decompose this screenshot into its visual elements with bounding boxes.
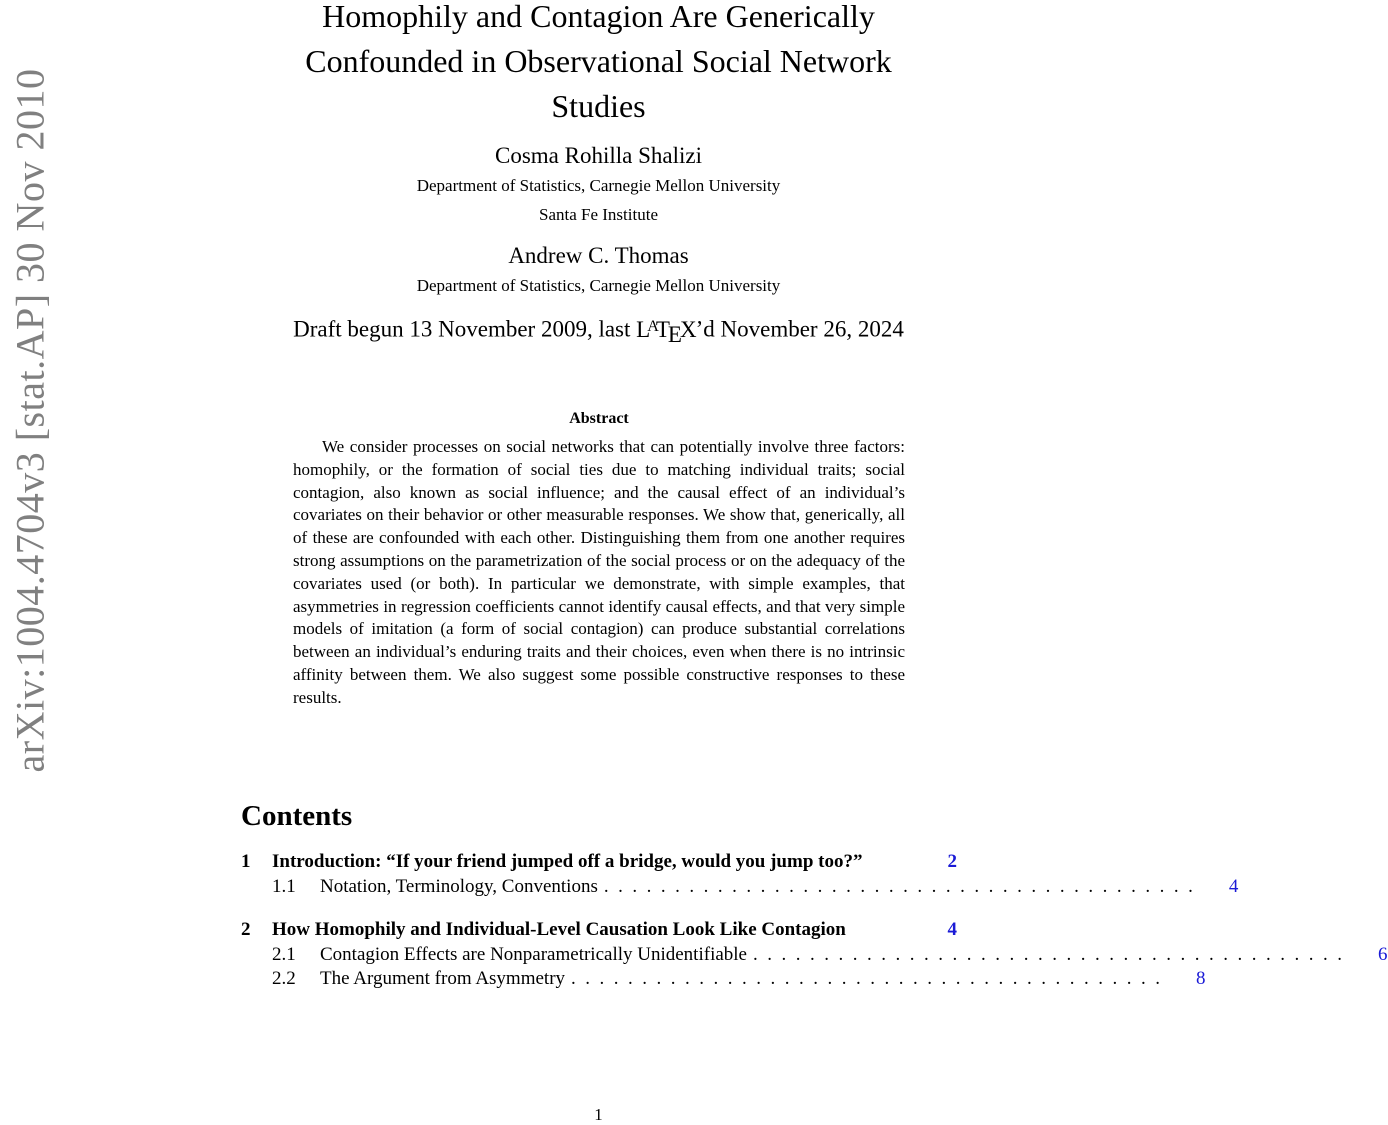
draft-date-prefix: Draft begun 13 November 2009, last xyxy=(293,316,637,342)
toc-page-link[interactable]: 6 xyxy=(1378,943,1388,965)
toc-subsection-number: 1.1 xyxy=(272,875,296,897)
paper-title: Homophily and Contagion Are Generically Confounded in Observational Social Network Studies xyxy=(305,0,892,124)
latex-logo: $L^AT_EX$ xyxy=(636,316,696,348)
toc-subsection-title[interactable]: Contagion Effects are Nonparametrically Unidentifiable xyxy=(320,943,747,965)
toc-page-link[interactable]: 2 xyxy=(947,851,957,872)
toc-section-title[interactable]: Introduction: “If your friend jumped off a bridge, would you jump too?” xyxy=(272,851,863,872)
toc-page-link[interactable]: 8 xyxy=(1196,968,1206,989)
draft-date xyxy=(240,312,957,350)
author-name: Andrew C. Thomas xyxy=(508,243,689,268)
toc-subsection-number: 2.1 xyxy=(272,943,296,965)
abstract-heading: Abstract xyxy=(569,410,629,427)
author-affiliation: Department of Statistics, Carnegie Mellon University xyxy=(416,276,781,295)
table-of-contents xyxy=(241,796,1388,992)
toc-page-link[interactable]: 4 xyxy=(947,919,957,940)
toc-page-link[interactable]: 4 xyxy=(1228,875,1239,897)
page-number: 1 xyxy=(594,1105,603,1124)
contents-heading: Contents xyxy=(241,800,353,832)
abstract-text: We consider processes on social networks that can potentially involve three factors: homophily, or the formation of social ties due to matching individual traits; social contagion, also known as social influence; and the causal effect of an individual’s covariates on their behavior or other measurable responses. We show that, generically, all of these are confounded with each other. Distinguishing them from one another requires strong assumptions on the parametrization of the social process or on the adequacy of the covariates used (or both). In particular we demonstrate, with simple examples, that asymmetries in regression coefficients cannot identify causal effects, and that very simple models of imitation (a form of social contagion) can produce substantial correlations between an individual’s enduring traits and their choices, even when there is no intrinsic affinity between them. We also suggest some possible constructive responses to these results. xyxy=(293,437,905,707)
toc-subsection-title[interactable]: The Argument from Asymmetry xyxy=(320,968,566,989)
toc-subsection-number: 2.2 xyxy=(272,968,296,989)
arxiv-stamp xyxy=(0,0,60,840)
author-name: Cosma Rohilla Shalizi xyxy=(495,143,702,168)
toc-subsection[interactable] xyxy=(241,875,1239,900)
toc-section-number: 2 xyxy=(241,919,251,940)
toc-subsection-title[interactable]: Notation, Terminology, Conventions xyxy=(320,875,598,897)
author-affiliation: Santa Fe Institute xyxy=(539,205,658,224)
toc-subsection[interactable] xyxy=(241,967,1206,992)
arxiv-identifier: arXiv:1004.4704v3 [stat.AP] 30 Nov 2010 xyxy=(7,68,53,772)
toc-leader-dots: .......................................... xyxy=(753,943,1352,965)
author-affiliation: Department of Statistics, Carnegie Mellon University xyxy=(416,176,781,195)
draft-date-suffix: ’d November 26, 2024 xyxy=(695,316,904,342)
toc-leader-dots: .......................................... xyxy=(571,968,1170,989)
toc-section[interactable] xyxy=(241,850,957,875)
toc-leader-dots: .......................................... xyxy=(603,875,1203,897)
paper-header xyxy=(240,0,957,350)
toc-section-title[interactable]: How Homophily and Individual-Level Causation Look Like Contagion xyxy=(272,919,846,940)
abstract xyxy=(293,410,905,710)
toc-section[interactable] xyxy=(241,918,957,943)
toc-subsection[interactable] xyxy=(241,943,1388,968)
toc-section-number: 1 xyxy=(241,851,251,872)
